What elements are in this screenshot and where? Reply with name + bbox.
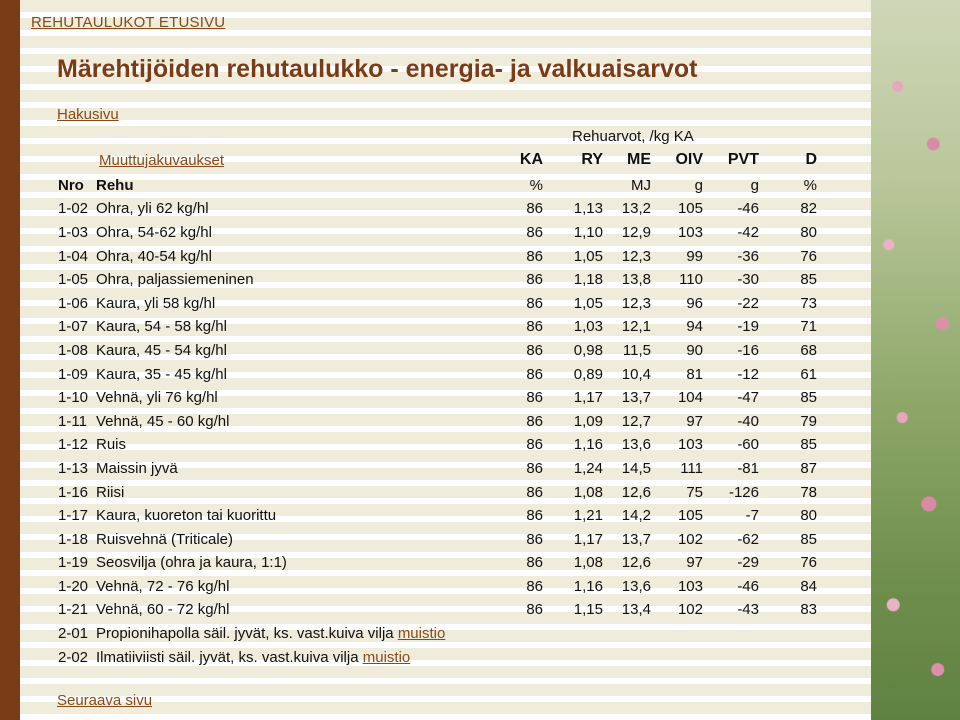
cell-d: 73 [800,294,817,312]
cell-d: 68 [800,341,817,359]
table-row [58,221,817,245]
cell-pvt: -36 [737,247,759,265]
cell-pvt: -60 [737,436,759,454]
cell-ry: 1,15 [573,601,603,619]
cell-pvt: -29 [737,554,759,572]
table-row [58,410,817,434]
table-row [58,268,817,292]
cell-rehu: Ohra, 40-54 kg/hl [96,247,212,265]
cell-d: 71 [800,318,817,336]
cell-d: 85 [800,530,817,548]
cell-oiv: 75 [686,483,703,501]
cell-pvt: -40 [737,412,759,430]
cell-ry: 1,05 [573,247,603,265]
unit-ka: % [529,176,543,194]
cell-ka: 86 [526,577,543,595]
cell-d: 83 [800,601,817,619]
cell-ka: 86 [526,341,543,359]
cell-ka: 86 [526,507,543,525]
cell-oiv: 104 [677,389,703,407]
cell-rehu: Seosvilja (ohra ja kaura, 1:1) [96,554,287,572]
cell-oiv: 103 [677,223,703,241]
cell-pvt: -30 [737,271,759,289]
cell-nro: 1-12 [58,436,89,454]
note-text: Ilmatiiviisti säil. jyvät, ks. vast.kuiva vilja [96,648,359,666]
cell-rehu: Ohra, 54-62 kg/hl [96,223,212,241]
table-row [58,481,817,505]
cell-me: 13,6 [621,577,651,595]
cell-me: 12,1 [621,318,651,336]
cell-nro: 1-11 [58,412,87,430]
cell-oiv: 97 [686,554,703,572]
page-title: Märehtijöiden rehutaulukko - energia- ja valkuaisarvot [57,55,698,83]
cell-oiv: 105 [677,507,703,525]
cell-nro: 1-02 [58,200,89,218]
cell-rehu: Ruis [96,436,127,454]
cell-pvt: -46 [737,577,759,595]
col-header-oiv: OIV [675,151,703,168]
cell-d: 82 [800,200,817,218]
cell-pvt: -62 [737,530,759,548]
cell-ry: 1,05 [573,294,603,312]
cell-rehu: Ohra, yli 62 kg/hl [96,200,209,218]
unit-d: % [803,176,817,194]
cell-d: 76 [800,247,817,265]
cell-pvt: -81 [737,459,759,477]
cell-ka: 86 [526,271,543,289]
cell-oiv: 90 [686,341,703,359]
cell-oiv: 102 [677,530,703,548]
cell-nro: 1-18 [58,530,89,548]
cell-ry: 1,16 [573,436,603,454]
col-header-ry: RY [581,151,603,168]
cell-nro: 1-21 [58,601,89,619]
cell-oiv: 96 [686,294,703,312]
cell-ry: 1,18 [573,271,603,289]
cell-nro: 1-20 [58,577,89,595]
cell-ry: 1,17 [573,389,603,407]
cell-nro: 1-10 [58,389,89,407]
note-cell [96,622,817,646]
cell-oiv: 111 [680,459,703,477]
cell-me: 11,5 [622,341,651,359]
note-row [58,622,817,646]
cell-d: 80 [800,507,817,525]
cell-rehu: Ruisvehnä (Triticale) [96,530,233,548]
cell-me: 13,7 [621,389,651,407]
cell-pvt: -126 [728,483,759,501]
cell-pvt: -7 [745,507,759,525]
cell-ka: 86 [526,365,543,383]
table-row [58,528,817,552]
cell-me: 12,6 [621,554,651,572]
cell-me: 13,7 [621,530,651,548]
cell-d: 79 [800,412,817,430]
table-row [58,292,817,316]
cell-me: 12,6 [621,483,651,501]
cell-nro: 1-03 [58,223,89,241]
cell-me: 12,9 [621,223,651,241]
note-text: Propionihapolla säil. jyvät, ks. vast.kuiva vilja [96,625,394,643]
cell-ry: 0,98 [573,341,603,359]
cell-oiv: 102 [677,601,703,619]
cell-rehu: Kaura, kuoreton tai kuorittu [96,507,277,525]
cell-nro: 1-07 [58,318,89,336]
cell-nro: 2-01 [58,625,89,643]
cell-ka: 86 [526,223,543,241]
cell-ry: 1,09 [573,412,603,430]
cell-rehu: Vehnä, 45 - 60 kg/hl [96,412,230,430]
cell-d: 87 [800,459,817,477]
table-row [58,552,817,576]
cell-me: 14,2 [621,507,651,525]
cell-me: 10,4 [621,365,651,383]
cell-me: 12,3 [621,247,651,265]
cell-rehu: Kaura, 54 - 58 kg/hl [96,318,227,336]
cell-rehu: Kaura, yli 58 kg/hl [96,294,216,312]
cell-rehu: Maissin jyvä [96,459,178,477]
cell-rehu: Kaura, 45 - 54 kg/hl [96,341,227,359]
table-row [58,339,817,363]
cell-ka: 86 [526,318,543,336]
cell-pvt: -16 [737,341,759,359]
cell-rehu: Ohra, paljassiemeninen [96,271,254,289]
table-header-row [58,174,817,198]
table-row [58,504,817,528]
header-rehu: Rehu [96,176,134,194]
group-header: Rehuarvot, /kg KA [572,128,694,145]
cell-ka: 86 [526,412,543,430]
cell-ka: 86 [526,200,543,218]
cell-ry: 1,08 [573,554,603,572]
cell-me: 14,5 [621,459,651,477]
muistio-link[interactable]: muistio [397,625,446,643]
cell-oiv: 81 [686,365,703,383]
cell-d: 85 [800,389,817,407]
unit-pvt: g [750,176,759,194]
col-header-ka: KA [519,151,543,168]
next-page-link[interactable]: Seuraava sivu [57,692,153,709]
cell-oiv: 99 [686,247,703,265]
cell-ry: 0,89 [573,365,603,383]
cell-rehu: Kaura, 35 - 45 kg/hl [96,365,227,383]
cell-nro: 1-05 [58,271,89,289]
cell-oiv: 94 [686,318,703,336]
cell-ka: 86 [526,530,543,548]
cell-nro: 1-17 [58,507,89,525]
table-row [58,575,817,599]
cell-d: 84 [800,577,817,595]
cell-nro: 1-08 [58,341,89,359]
cell-ry: 1,16 [573,577,603,595]
cell-pvt: -19 [737,318,759,336]
cell-d: 76 [800,554,817,572]
cell-me: 12,7 [621,412,651,430]
cell-pvt: -43 [737,601,759,619]
cell-nro: 1-04 [58,247,89,265]
cell-nro: 1-19 [58,554,89,572]
col-header-me: ME [627,151,651,168]
main-content [20,0,871,720]
cell-oiv: 97 [686,412,703,430]
cell-ka: 86 [526,601,543,619]
cell-oiv: 110 [679,271,703,289]
cell-nro: 2-02 [58,648,89,666]
cell-pvt: -46 [737,200,759,218]
cell-ry: 1,13 [573,200,603,218]
cell-ka: 86 [526,294,543,312]
table-row [58,599,817,623]
cell-ry: 1,08 [573,483,603,501]
cell-me: 13,6 [621,436,651,454]
cell-me: 13,8 [621,271,651,289]
cell-me: 13,4 [621,601,651,619]
cell-ry: 1,21 [573,507,603,525]
cell-me: 13,2 [621,200,651,218]
table-row [58,198,817,222]
variables-link[interactable]: Muuttujakuvaukset [99,152,225,169]
unit-me: MJ [631,176,651,194]
cell-d: 85 [800,436,817,454]
cell-d: 80 [800,223,817,241]
cell-d: 85 [800,271,817,289]
cell-ka: 86 [526,483,543,501]
header-nro: Nro [58,176,84,194]
left-brown-bar [0,0,20,720]
home-link[interactable]: REHUTAULUKOT ETUSIVU [31,14,226,31]
cell-rehu: Vehnä, 60 - 72 kg/hl [96,601,230,619]
col-header-d: D [805,151,817,168]
clover-meadow-image [871,0,960,720]
cell-nro: 1-16 [58,483,89,501]
cell-oiv: 103 [677,436,703,454]
cell-nro: 1-13 [58,459,89,477]
col-header-pvt: PVT [727,151,759,168]
table-row [58,457,817,481]
muistio-link[interactable]: muistio [362,648,411,666]
table-row [58,434,817,458]
cell-rehu: Riisi [96,483,125,501]
cell-rehu: Vehnä, 72 - 76 kg/hl [96,577,230,595]
table-row [58,245,817,269]
table-row [58,316,817,340]
cell-oiv: 103 [677,577,703,595]
cell-ry: 1,10 [573,223,603,241]
cell-ry: 1,24 [573,459,603,477]
note-cell [96,646,817,670]
cell-rehu: Vehnä, yli 76 kg/hl [96,389,218,407]
cell-pvt: -22 [737,294,759,312]
cell-pvt: -12 [737,365,759,383]
cell-oiv: 105 [677,200,703,218]
unit-oiv: g [694,176,703,194]
cell-ka: 86 [526,247,543,265]
cell-ka: 86 [526,389,543,407]
cell-ka: 86 [526,554,543,572]
cell-pvt: -47 [737,389,759,407]
feed-table [58,174,817,669]
unit-ry [543,174,603,198]
cell-me: 12,3 [621,294,651,312]
cell-pvt: -42 [737,223,759,241]
cell-nro: 1-09 [58,365,89,383]
cell-d: 61 [800,365,817,383]
cell-d: 78 [800,483,817,501]
note-row [58,646,817,670]
table-row [58,363,817,387]
table-row [58,386,817,410]
cell-ka: 86 [526,459,543,477]
cell-nro: 1-06 [58,294,89,312]
cell-ka: 86 [526,436,543,454]
search-page-link[interactable]: Hakusivu [57,106,119,123]
cell-ry: 1,17 [573,530,603,548]
cell-ry: 1,03 [573,318,603,336]
